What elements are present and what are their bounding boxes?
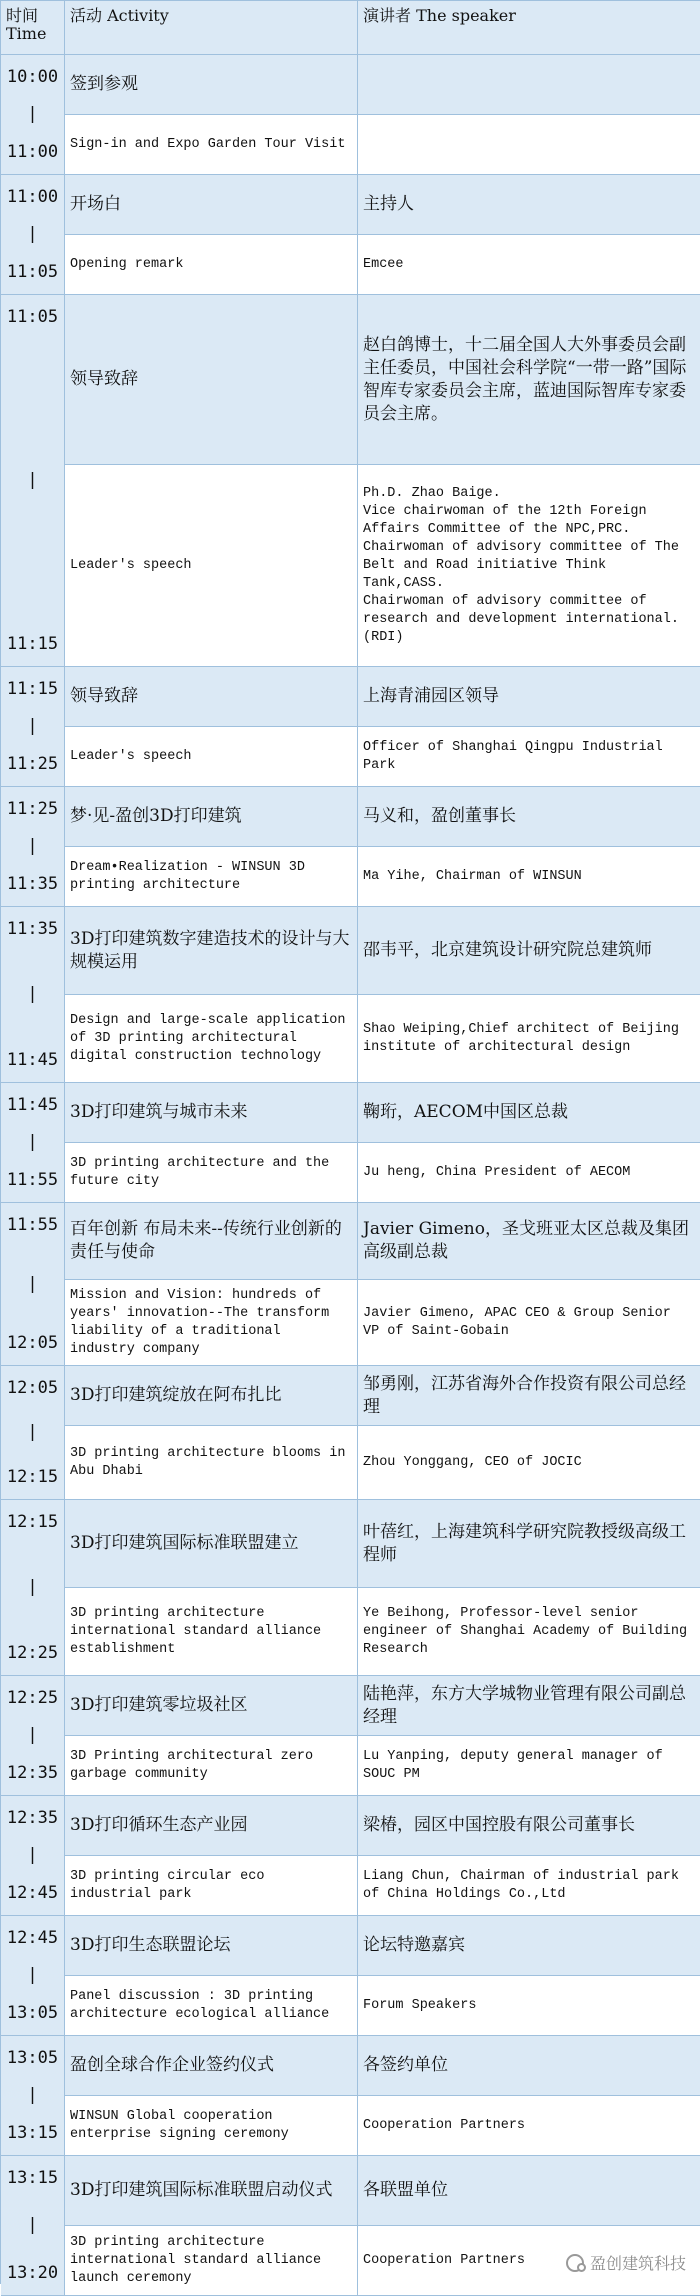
speaker-en: Ma Yihe, Chairman of WINSUN [363,868,582,884]
session-time [1,907,65,1083]
session-time [1,2156,65,2296]
speaker-zh: 各签约单位 [363,2055,448,2075]
header-activity-label: 活动 Activity [70,6,169,25]
time-separator: | [27,1273,38,1294]
time-separator: | [27,1422,38,1442]
session-end-time: 12:25 [6,1643,59,1663]
speaker-zh: 各联盟单位 [363,2180,448,2200]
speaker-en: Forum Speakers [363,1997,477,2013]
time-separator: | [27,1965,38,1985]
header-activity [65,1,358,55]
activity-en: 3D printing architecture international standard alliance launch ceremony [70,2234,330,2286]
speaker-zh: 邹勇刚，江苏省海外合作投资有限公司总经理 [363,1373,686,1417]
activity-en: 3D printing architecture and the future city [70,1155,338,1189]
session-time [1,1676,65,1796]
speaker-en-cell [358,465,700,667]
activity-zh: 梦·见-盈创3D打印建筑 [70,806,242,826]
session-start-time: 11:45 [6,1095,59,1115]
session-start-time: 12:45 [6,1928,59,1948]
time-separator: | [27,104,38,124]
speaker-en: Ph.D. Zhao Baige. Vice chairwoman of the 12th Foreign Affairs Committee of the NPC,PRC. Chairwoman of advisory committee of The Belt and Road initiative Think Tank,CASS. Chairwoman of advisory committee of research and development international.(RDI) [363,485,679,645]
session-end-time: 12:35 [6,1763,59,1783]
speaker-en: Lu Yanping, deputy general manager of SOUC PM [363,1748,671,1782]
activity-en-cell [65,235,358,295]
session-time [1,55,65,175]
speaker-en: Ju heng, China President of AECOM [363,1164,631,1180]
speaker-zh-cell [358,1203,700,1280]
activity-en: Dream•Realization - WINSUN 3D printing architecture [70,859,314,893]
session-time [1,1083,65,1203]
session-time [1,1916,65,2036]
speaker-zh: 鞠珩，AECOM中国区总裁 [363,1102,569,1122]
activity-zh-cell [65,55,358,115]
activity-en-cell [65,995,358,1083]
activity-zh: 3D打印建筑零垃圾社区 [70,1695,248,1715]
activity-zh-cell [65,667,358,727]
speaker-zh-cell [358,295,700,465]
time-separator: | [27,2215,38,2235]
speaker-en: Emcee [363,256,404,272]
activity-en: 3D Printing architectural zero garbage community [70,1748,322,1782]
activity-en-cell [65,115,358,175]
speaker-zh-cell [358,1916,700,1976]
activity-zh: 3D打印循环生态产业园 [70,1815,248,1835]
activity-zh: 百年创新 布局未来--传统行业创新的责任与使命 [70,1219,342,1262]
speaker-en: Cooperation Partners [363,2117,526,2133]
session-start-time: 11:15 [6,679,59,699]
session-time [1,2036,65,2156]
activity-zh-cell [65,787,358,847]
activity-en-cell [65,1426,358,1500]
speaker-zh-cell [358,787,700,847]
time-separator: | [27,470,38,490]
speaker-en-cell [358,2096,700,2156]
session-end-time: 11:25 [6,754,59,774]
activity-en-cell [65,1976,358,2036]
activity-zh: 3D打印建筑与城市未来 [70,1102,248,1122]
session-start-time: 12:25 [6,1688,59,1708]
session-time [1,787,65,907]
activity-zh-cell [65,1203,358,1280]
header-speaker [358,1,700,55]
activity-en: Design and large-scale application of 3D printing architectural digital construction technology [70,1012,354,1064]
activity-en-cell [65,1856,358,1916]
session-end-time: 13:15 [6,2123,59,2143]
activity-en-cell [65,2226,358,2296]
activity-en: WINSUN Global cooperation enterprise signing ceremony [70,2108,289,2142]
speaker-zh: 叶蓓红，上海建筑科学研究院教授级高级工程师 [363,1521,686,1565]
activity-en: Leader's speech [70,557,192,573]
session-end-time: 11:15 [6,634,59,654]
speaker-zh: 邵韦平，北京建筑设计研究院总建筑师 [363,940,652,960]
activity-zh: 3D打印建筑国际标准联盟建立 [70,1533,299,1553]
activity-zh: 3D打印生态联盟论坛 [70,1935,231,1955]
activity-zh-cell [65,2156,358,2226]
session-end-time: 12:45 [6,1883,59,1903]
speaker-zh-cell [358,55,700,115]
speaker-zh-cell [358,1083,700,1143]
time-separator: | [27,984,38,1004]
header-time-zh: 时间 [6,6,39,25]
activity-zh-cell [65,1796,358,1856]
activity-en-cell [65,1143,358,1203]
activity-zh-cell [65,295,358,465]
speaker-zh: 陆艳萍，东方大学城物业管理有限公司副总经理 [363,1683,686,1727]
speaker-en-cell [358,1280,700,1366]
speaker-en-cell [358,1143,700,1203]
activity-zh-cell [65,1083,358,1143]
activity-zh-cell [65,2036,358,2096]
speaker-zh-cell [358,1796,700,1856]
speaker-zh: 赵白鸽博士，十二届全国人大外事委员会副主任委员，中国社会科学院“一带一路”国际智库专家委员会主席，蓝迪国际智库专家委员会主席。 [363,334,687,424]
session-start-time: 13:15 [6,2168,59,2188]
session-start-time: 13:05 [6,2048,59,2068]
session-time [1,667,65,787]
session-start-time: 12:35 [6,1808,59,1828]
activity-en-cell [65,2096,358,2156]
activity-zh-cell [65,1500,358,1588]
speaker-zh: Javier Gimeno，圣戈班亚太区总裁及集团高级副总裁 [363,1219,689,1262]
speaker-en-cell [358,1856,700,1916]
speaker-zh-cell [358,1676,700,1736]
session-end-time: 11:45 [6,1050,59,1070]
watermark [566,2251,686,2274]
activity-zh-cell [65,1676,358,1736]
time-separator: | [27,716,38,736]
speaker-zh: 主持人 [363,194,414,214]
speaker-zh: 论坛特邀嘉宾 [363,1935,465,1955]
activity-en: Mission and Vision: hundreds of years' innovation--The transform liability of a traditional industry company [70,1287,338,1357]
activity-en-cell [65,727,358,787]
wechat-icon [566,2254,584,2272]
speaker-en: Javier Gimeno, APAC CEO & Group Senior VP of Saint-Gobain [363,1305,679,1339]
activity-en: 3D printing architecture international standard alliance establishment [70,1605,330,1657]
speaker-zh-cell [358,175,700,235]
speaker-en-cell [358,1588,700,1676]
session-start-time: 11:00 [6,187,59,207]
time-separator: | [27,1845,38,1865]
time-separator: | [27,2085,38,2105]
session-end-time: 11:35 [6,874,59,894]
activity-zh-cell [65,907,358,995]
activity-zh: 3D打印建筑数字建造技术的设计与大规模运用 [70,928,350,972]
session-end-time: 11:05 [6,262,59,282]
speaker-zh-cell [358,1500,700,1588]
speaker-en: Shao Weiping,Chief architect of Beijing institute of architectural design [363,1021,688,1055]
watermark-text: 盈创建筑科技 [589,2254,686,2273]
session-time [1,295,65,667]
speaker-zh-cell [358,1366,700,1426]
speaker-zh-cell [358,2156,700,2226]
header-time-en: Time [6,24,47,43]
speaker-en-cell [358,1426,700,1500]
session-end-time: 11:00 [6,142,59,162]
session-start-time: 12:05 [6,1378,59,1398]
time-separator: | [27,1725,38,1745]
speaker-zh: 梁椿，园区中国控股有限公司董事长 [363,1815,635,1835]
header-speaker-label: 演讲者 The speaker [363,6,516,25]
time-separator: | [27,836,38,856]
speaker-en-cell [358,727,700,787]
time-separator: | [27,1132,38,1152]
session-time [1,175,65,295]
speaker-zh: 马义和，盈创董事长 [363,806,516,826]
activity-zh-cell [65,1366,358,1426]
activity-zh: 盈创全球合作企业签约仪式 [70,2055,274,2075]
session-start-time: 12:15 [6,1512,59,1532]
activity-en: Opening remark [70,256,184,272]
session-start-time: 11:55 [6,1215,59,1235]
activity-en: Panel discussion : 3D printing architecture ecological alliance [70,1988,330,2022]
speaker-en: Zhou Yonggang, CEO of JOCIC [363,1454,582,1470]
session-start-time: 11:05 [6,307,59,327]
session-end-time: 11:55 [6,1170,59,1190]
activity-zh: 签到参观 [70,74,138,94]
speaker-en-cell [358,115,700,175]
speaker-zh: 上海青浦园区领导 [363,686,499,706]
speaker-en-cell [358,1976,700,2036]
session-time [1,1366,65,1500]
session-time [1,1500,65,1676]
activity-en-cell [65,465,358,667]
session-end-time: 13:20 [6,2263,59,2283]
activity-zh: 3D打印建筑国际标准联盟启动仪式 [70,2180,333,2200]
speaker-en-cell [358,995,700,1083]
speaker-en: Officer of Shanghai Qingpu Industrial Park [363,739,671,773]
header-time [1,1,65,55]
activity-zh: 开场白 [70,194,121,214]
speaker-zh-cell [358,2036,700,2096]
activity-zh-cell [65,1916,358,1976]
time-separator: | [27,224,38,244]
session-start-time: 10:00 [6,67,59,87]
speaker-en-cell [358,235,700,295]
activity-en-cell [65,1736,358,1796]
session-end-time: 12:15 [6,1467,59,1487]
speaker-en: Liang Chun, Chairman of industrial park of China Holdings Co.,Ltd [363,1868,688,1902]
activity-en-cell [65,1280,358,1366]
speaker-zh-cell [358,907,700,995]
speaker-en-cell [358,847,700,907]
session-time [1,1203,65,1366]
session-start-time: 11:25 [6,799,59,819]
session-time [1,1796,65,1916]
session-start-time: 11:35 [6,919,59,939]
speaker-en: Cooperation Partners [363,2252,526,2268]
session-end-time: 13:05 [6,2003,59,2023]
session-end-time: 12:05 [6,1333,59,1353]
speaker-en: Ye Beihong, Professor-level senior engineer of Shanghai Academy of Building Research [363,1605,696,1657]
activity-en: Sign-in and Expo Garden Tour Visit [70,136,346,152]
speaker-zh-cell [358,667,700,727]
activity-en-cell [65,847,358,907]
speaker-en-cell [358,1736,700,1796]
activity-en-cell [65,1588,358,1676]
activity-en: Leader's speech [70,748,192,764]
activity-zh: 领导致辞 [70,369,138,389]
activity-en: 3D printing architecture blooms in Abu Dhabi [70,1445,354,1479]
activity-zh: 领导致辞 [70,686,138,706]
activity-zh: 3D打印建筑绽放在阿布扎比 [70,1385,282,1405]
activity-en: 3D printing circular eco industrial park [70,1868,273,1902]
activity-zh-cell [65,175,358,235]
time-separator: | [27,1577,38,1597]
